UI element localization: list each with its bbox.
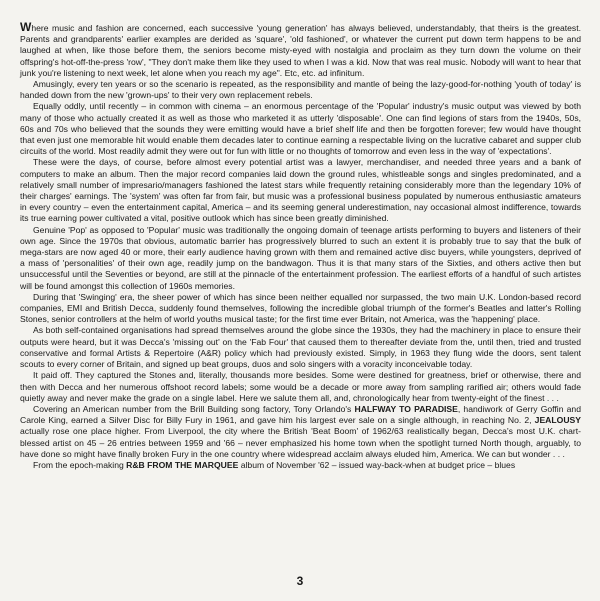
dropcap-letter: W bbox=[20, 20, 32, 34]
paragraph-text: Covering an American number from the Brill Building song factory, Tony Orlando's bbox=[33, 403, 355, 414]
paragraph: These were the days, of course, before almost every potential artist was a lawyer, merchandiser, and needed three years and a bank of computers to make an album. Then the major record companies laid down the ground rules, whistleable songs and singles predominated, and a relatively small number of impresario/managers fashioned the latest stars while frequently retaining considerably more than the legendary 10% of their charges' earnings. The 'system' was often far from fair, but music was a professional business populated by numerous enthusiastic amateurs in every country – even the entertainment capital, America – and its seeming general underestimation, nay occasional almost indifference, towards its true earning power cultivated a vital, positive outlook which has since been greatly diminished. bbox=[20, 157, 581, 224]
song-title-jealousy: JEALOUSY bbox=[534, 415, 581, 426]
paragraph: Amusingly, every ten years or so the scenario is repeated, as the responsibility and mantle of being the lazy-good-for-nothing 'youth of today' is handed down from the new 'grown-ups' to their very own replacement rebels. bbox=[20, 79, 581, 101]
paragraph-halfway-to-paradise bbox=[20, 404, 581, 460]
paragraph: As both self-contained organisations had spread themselves around the globe since the 1930s, they had the machinery in place to ensure their outputs were heard, but it was Decca's 'missing out' on the 'Fab Four' that caused them to thereafter deviate from the, until then, tried and trusted conservative and formal Artists & Repertoire (A&R) policy which had previously existed. Simply, in 1963 they flung wide the doors, sent talent scouts to every corner of Britain, and signed up beat groups, duos and solo singers with a voracity inconceivable today. bbox=[20, 325, 581, 370]
paragraph: Genuine 'Pop' as opposed to 'Popular' music was traditionally the ongoing domain of teenage artists performing to buyers and listeners of their own age. Since the 1970s that obvious, automatic barrier has progressively blurred to such an extent it is probably true to say that the bulk of mega-stars are now aged 40 or more, their early audience having grown with them and remained active disc buyers, while youngsters, deprived of a mass of 'personalities' of their own age, readily jump on the bandwagon. Thus it is that many stars of the Sixties, and others active then but unsuccessful until the Seventies or beyond, are still at the pinnacle of the entertainment profession. The earliest efforts of a handful of such artistes will be found amongst this collection of 1960s memories. bbox=[20, 224, 581, 291]
paragraph-text: album of November '62 – issued way-back-when at budget price – blues bbox=[238, 459, 516, 470]
paragraph: It paid off. They captured the Stones and, literally, thousands more besides. Some were destined for greatness, brief or otherwise, there and then with Decca and her numerous offshoot record labels; some would be a decade or more away from sampling rarified air; others would fade quietly away and never make the grade on a single label. Here we salute them all, and, chronologically hear from twenty-eight of the finest . . . bbox=[20, 370, 581, 403]
song-title-halfway-to-paradise: HALFWAY TO PARADISE bbox=[354, 403, 458, 414]
page-number: 3 bbox=[296, 574, 304, 588]
paragraph-rb-from-the-marquee bbox=[20, 460, 581, 471]
paragraph-text: , handiwork of Gerry Goffin and Carole King, earned a Silver Disc for Billy Fury in 1961, and gave him his largest ever sale on a single although, in reaching No. 2, bbox=[20, 403, 581, 426]
article-body bbox=[20, 22, 581, 471]
paragraph-intro bbox=[20, 22, 581, 79]
album-title-rb-from-the-marquee: R&B FROM THE MARQUEE bbox=[126, 459, 239, 470]
paragraph-text: actually rose one place higher. From Liverpool, the city where the British 'Beat Boom' of 1962/63 realistically began, Decca's most U.K. chart-blessed artist on 45 – 26 entries between 1959 and '66 – never emphasized his home town when the spotlight turned North though, arguably, to have done so might have finally broken Fury in the one country where widespread acclaim always eluded him, America. We can but wonder . . . bbox=[20, 426, 581, 459]
paragraph: Equally oddly, until recently – in common with cinema – an enormous percentage of the 'Popular' industry's music output was viewed by both many of those who actually created it as well as those who marketed it as utterly 'disposable'. One can find legions of stars from the 1940s, 50s, 60s and 70s who believed that the sounds they were emitting would have a brief shelf life and then be forgotten forever; few would have thought that even just one memorable hit would enable them decades later to continue earning a respectable living on the lucrative cabaret and supper club circuits of the world. Most readily admit they were out for fun with little or no thoughts of tomorrow and even less in the way of 'expectations'. bbox=[20, 101, 581, 157]
paragraph-text: here music and fashion are concerned, each successive 'young generation' has always believed, understandably, that theirs is the greatest. Parents and grandparents' earlier examples are derided as 'square', 'old fashioned', or whatever the current put down term happens to be and laughed at when, like those before them, the seniors become misty-eyed with nostalgia and proclaim as they turn down the volume on their offspring's hot-off-the-press 'row', "They don't make them like they used to when I was a kid. Now that was real music. Nobody will want to hear that junk you're listening to next week, let alone when you reach my age". Etc, etc. ad infinitum. bbox=[20, 23, 581, 78]
paragraph-text: From the epoch-making bbox=[33, 459, 127, 470]
paragraph: During that 'Swinging' era, the sheer power of which has since been neither equalled nor surpassed, the two main U.K. London-based record companies, EMI and British Decca, suddenly found themselves, following the incredible global triumph of the former's Beatles and latter's Rolling Stones, senior controllers at the helm of world youths musical taste; for the first time ever Britain, not America, was the 'happening' place. bbox=[20, 291, 581, 325]
